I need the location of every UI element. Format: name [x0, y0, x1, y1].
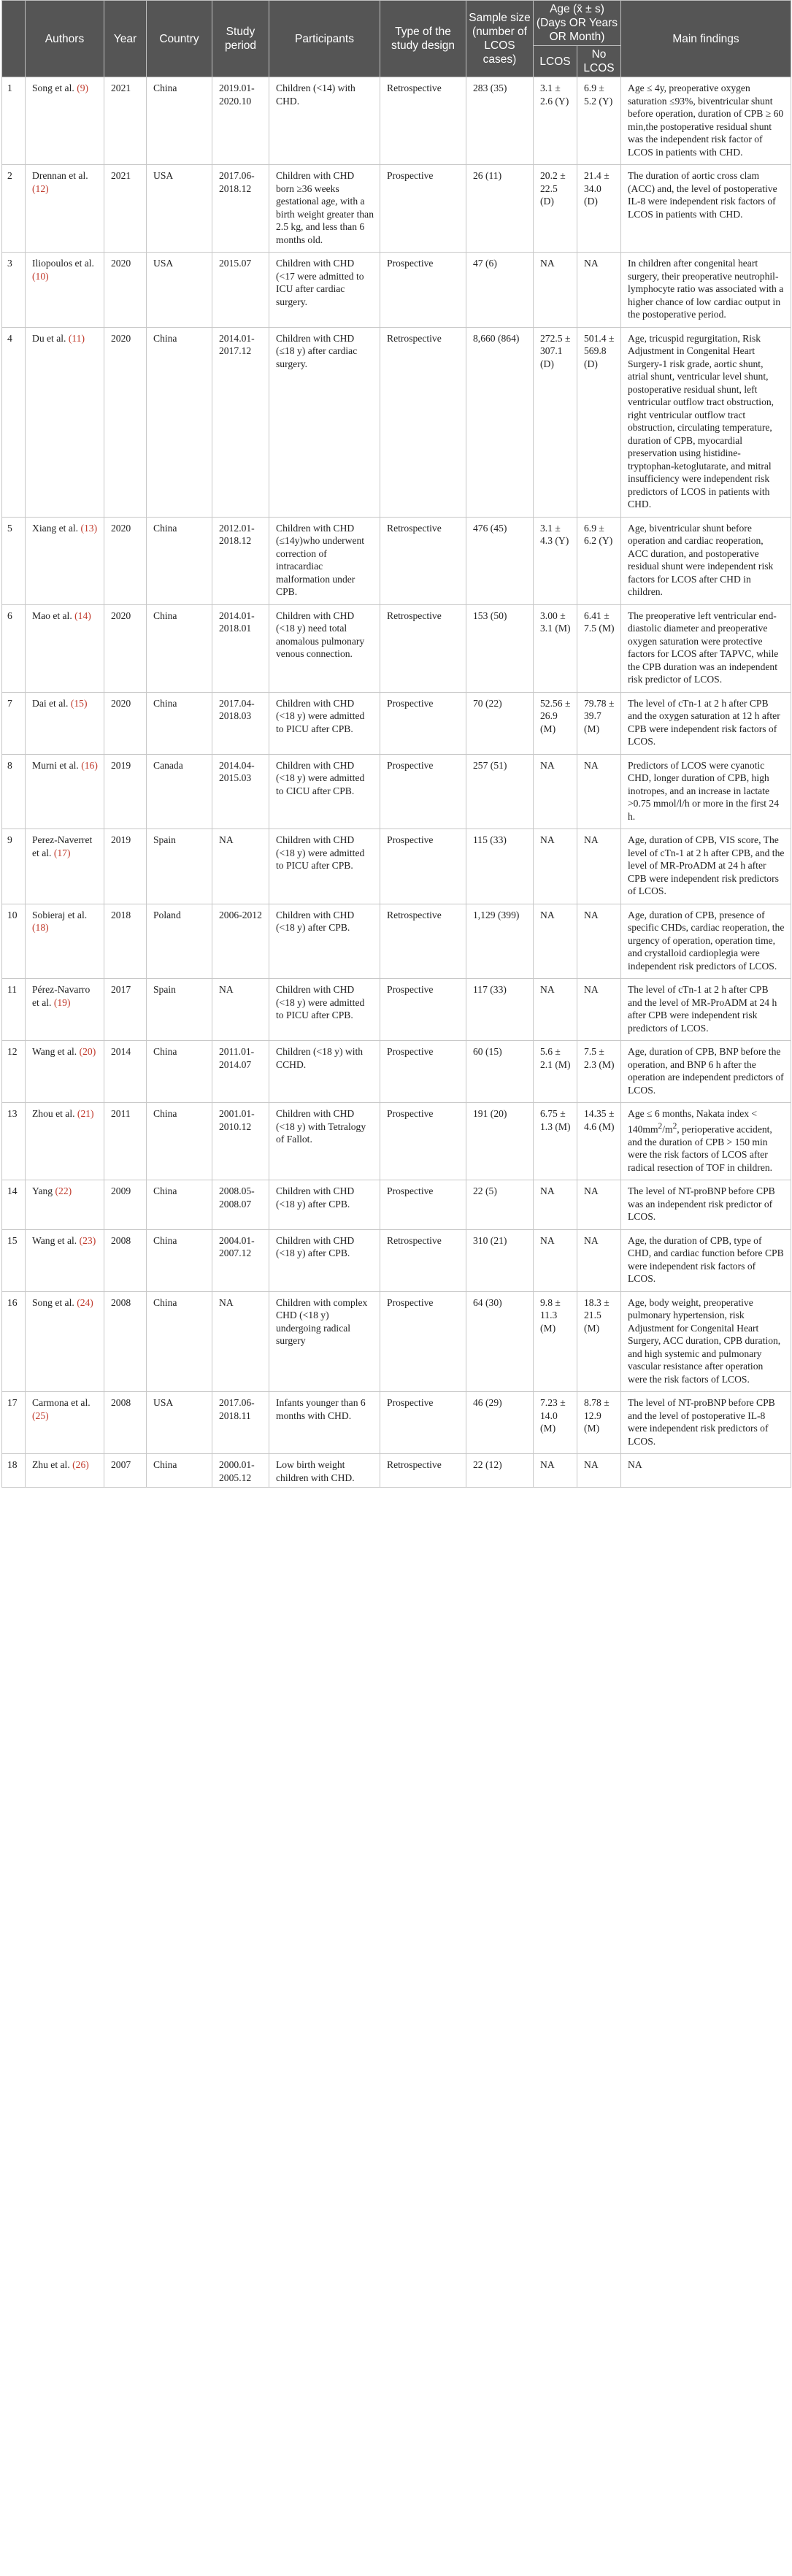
participants-cell: Children with complex CHD (<18 y) undergoing radical surgery	[269, 1291, 380, 1392]
row-number-cell: 5	[2, 517, 26, 604]
age-lcos-cell: 7.23 ± 14.0 (M)	[534, 1392, 577, 1454]
reference-link[interactable]: (9)	[77, 82, 89, 93]
table-row	[2, 754, 791, 829]
design-cell: Prospective	[380, 1041, 466, 1103]
row-number-cell: 10	[2, 904, 26, 979]
author-cell	[26, 1291, 104, 1392]
row-number-cell: 18	[2, 1454, 26, 1488]
age-lcos-cell: 3.00 ± 3.1 (M)	[534, 604, 577, 692]
findings-text-part: /m	[662, 1123, 673, 1135]
age-lcos-cell: 6.75 ± 1.3 (M)	[534, 1103, 577, 1180]
table-row	[2, 692, 791, 754]
design-cell: Prospective	[380, 754, 466, 829]
participants-cell: Children with CHD (<18 y) with Tetralogy of Fallot.	[269, 1103, 380, 1180]
country-cell: China	[147, 1291, 212, 1392]
findings-cell: The level of NT-proBNP before CPB was an independent risk predictor of LCOS.	[621, 1180, 791, 1230]
author-cell	[26, 979, 104, 1041]
row-number-cell: 17	[2, 1392, 26, 1454]
age-lcos-cell: NA	[534, 829, 577, 904]
author-name: Wang et al.	[32, 1046, 77, 1057]
study-period-cell: NA	[212, 1291, 269, 1392]
author-name: Perez-Naverret et al.	[32, 834, 93, 858]
design-cell: Retrospective	[380, 77, 466, 165]
author-cell	[26, 604, 104, 692]
findings-cell: Age, duration of CPB, BNP before the operation, and BNP 6 h after the operation are independent predictors of LCOS.	[621, 1041, 791, 1103]
reference-link[interactable]: (14)	[74, 610, 91, 621]
reference-link[interactable]: (26)	[72, 1459, 89, 1471]
header-main-findings: Main findings	[621, 1, 791, 77]
country-cell: USA	[147, 253, 212, 328]
study-period-cell: 2017.04-2018.03	[212, 692, 269, 754]
header-number	[2, 1, 26, 77]
age-lcos-cell: NA	[534, 1229, 577, 1291]
reference-link[interactable]: (10)	[32, 270, 49, 282]
table-row	[2, 327, 791, 517]
participants-cell: Children with CHD (<18 y) after CPB.	[269, 1180, 380, 1230]
author-cell	[26, 1454, 104, 1488]
participants-cell: Infants younger than 6 months with CHD.	[269, 1392, 380, 1454]
participants-cell: Children with CHD (<18 y) were admitted to PICU after CPB.	[269, 692, 380, 754]
author-name: Sobieraj et al.	[32, 909, 88, 920]
findings-cell: NA	[621, 1454, 791, 1488]
author-name: Pérez-Navarro et al.	[32, 984, 91, 1008]
row-number-cell: 8	[2, 754, 26, 829]
country-cell: Poland	[147, 904, 212, 979]
age-no-lcos-cell: NA	[577, 754, 621, 829]
design-cell: Prospective	[380, 829, 466, 904]
year-cell: 2007	[104, 1454, 147, 1488]
sample-size-cell: 60 (15)	[466, 1041, 534, 1103]
table-row	[2, 517, 791, 604]
participants-cell: Children with CHD (≤14y)who underwent correction of intracardiac malformation under CPB.	[269, 517, 380, 604]
year-cell: 2019	[104, 829, 147, 904]
table-header	[2, 1, 791, 77]
row-number-cell: 1	[2, 77, 26, 165]
table-body	[2, 77, 791, 1488]
row-number-cell: 12	[2, 1041, 26, 1103]
studies-table	[1, 0, 791, 1488]
study-period-cell: 2017.06-2018.12	[212, 165, 269, 253]
participants-cell: Children with CHD born ≥36 weeks gestational age, with a birth weight greater than 2.5 kg, and less than 6 months old.	[269, 165, 380, 253]
sample-size-cell: 70 (22)	[466, 692, 534, 754]
participants-cell: Children with CHD (<18 y) were admitted to CICU after CPB.	[269, 754, 380, 829]
row-number-cell: 13	[2, 1103, 26, 1180]
study-period-cell: 2000.01-2005.12	[212, 1454, 269, 1488]
reference-link[interactable]: (12)	[32, 182, 49, 194]
study-period-cell: 2011.01-2014.07	[212, 1041, 269, 1103]
findings-cell: The level of cTn-1 at 2 h after CPB and the level of MR-ProADM at 24 h after CPB were independent risk predictors of LCOS.	[621, 979, 791, 1041]
header-age: Age (x̄ ± s) (Days OR Years OR Month)	[534, 1, 621, 46]
participants-cell: Children with CHD (≤18 y) after cardiac surgery.	[269, 327, 380, 517]
study-period-cell: NA	[212, 979, 269, 1041]
findings-cell: The duration of aortic cross clam (ACC) and, the level of postoperative IL-8 were independent risk factors of LCOS in patients with CHD.	[621, 165, 791, 253]
row-number-cell: 14	[2, 1180, 26, 1230]
year-cell: 2017	[104, 979, 147, 1041]
participants-cell: Children with CHD (<18 y) were admitted to PICU after CPB.	[269, 829, 380, 904]
reference-link[interactable]: (17)	[53, 847, 71, 858]
row-number-cell: 6	[2, 604, 26, 692]
country-cell: China	[147, 77, 212, 165]
row-number-cell: 16	[2, 1291, 26, 1392]
study-period-cell: NA	[212, 829, 269, 904]
year-cell: 2020	[104, 692, 147, 754]
reference-link[interactable]: (20)	[79, 1046, 96, 1057]
findings-cell: The preoperative left ventricular end-diastolic diameter and preoperative oxygen saturation were protective factors for LCOS after TAPVC, while the CPB duration was an independent risk predictor of LCOS.	[621, 604, 791, 692]
table-row	[2, 979, 791, 1041]
design-cell: Prospective	[380, 1392, 466, 1454]
age-no-lcos-cell: 6.9 ± 6.2 (Y)	[577, 517, 621, 604]
author-cell	[26, 165, 104, 253]
age-no-lcos-cell: NA	[577, 829, 621, 904]
findings-cell: Age, body weight, preoperative pulmonary hypertension, risk Adjustment for Congenital Heart Surgery, ACC duration, CPB duration, and high systemic and pulmonary vascular resistance after operation were the risk factors of LCOS.	[621, 1291, 791, 1392]
age-lcos-cell: 5.6 ± 2.1 (M)	[534, 1041, 577, 1103]
author-name: Carmona et al.	[32, 1397, 91, 1409]
age-no-lcos-cell: NA	[577, 253, 621, 328]
age-lcos-cell: 52.56 ± 26.9 (M)	[534, 692, 577, 754]
design-cell: Prospective	[380, 979, 466, 1041]
participants-cell: Children with CHD (<17 were admitted to ICU after cardiac surgery.	[269, 253, 380, 328]
reference-link[interactable]: (11)	[68, 332, 85, 344]
sample-size-cell: 115 (33)	[466, 829, 534, 904]
reference-link[interactable]: (19)	[53, 996, 71, 1008]
findings-cell: Age, tricuspid regurgitation, Risk Adjustment in Congenital Heart Surgery-1 risk grade, aortic shunt, atrial shunt, ventricular level shunt, postoperative residual shunt, left ventricular outflow tract obstruction, right ventricular outflow tract obstruction, circulating temperature, duration of CPB, myocardial preservation using histidine-tryptophan-ketoglutarate, and mitral insufficiency were independent risk predictors of LCOS in patients with CHD.	[621, 327, 791, 517]
author-cell	[26, 1392, 104, 1454]
author-name: Iliopoulos et al.	[32, 258, 94, 269]
header-country: Country	[147, 1, 212, 77]
study-period-cell: 2014.01-2017.12	[212, 327, 269, 517]
findings-cell: Age, duration of CPB, VIS score, The level of cTn-1 at 2 h after CPB, and the level of MR-ProADM at 24 h after CPB were independent risk predictors of LCOS.	[621, 829, 791, 904]
author-cell	[26, 253, 104, 328]
age-lcos-cell: NA	[534, 904, 577, 979]
study-period-cell: 2017.06-2018.11	[212, 1392, 269, 1454]
country-cell: Canada	[147, 754, 212, 829]
reference-link[interactable]: (21)	[77, 1108, 94, 1119]
age-lcos-cell: NA	[534, 979, 577, 1041]
findings-cell: The level of NT-proBNP before CPB and the level of postoperative IL-8 were independent risk predictors of LCOS.	[621, 1392, 791, 1454]
country-cell: China	[147, 1229, 212, 1291]
header-study-period: Study period	[212, 1, 269, 77]
author-cell	[26, 754, 104, 829]
design-cell: Retrospective	[380, 517, 466, 604]
header-age-lcos: LCOS	[534, 46, 577, 77]
findings-cell: In children after congenital heart surgery, their preoperative neutrophil-lymphocyte ratio was associated with a higher chance of low cardiac output in the postoperative period.	[621, 253, 791, 328]
age-no-lcos-cell: NA	[577, 1180, 621, 1230]
header-design: Type of the study design	[380, 1, 466, 77]
findings-text-part: 2	[672, 1121, 677, 1131]
age-no-lcos-cell: 21.4 ± 34.0 (D)	[577, 165, 621, 253]
participants-cell: Children (<14) with CHD.	[269, 77, 380, 165]
table-row	[2, 1392, 791, 1454]
age-lcos-cell: NA	[534, 754, 577, 829]
table-row	[2, 829, 791, 904]
row-number-cell: 15	[2, 1229, 26, 1291]
author-name: Drennan et al.	[32, 170, 88, 181]
reference-link[interactable]: (22)	[55, 1185, 72, 1197]
year-cell: 2008	[104, 1291, 147, 1392]
design-cell: Retrospective	[380, 327, 466, 517]
sample-size-cell: 191 (20)	[466, 1103, 534, 1180]
author-cell	[26, 904, 104, 979]
age-no-lcos-cell: 79.78 ± 39.7 (M)	[577, 692, 621, 754]
year-cell: 2020	[104, 604, 147, 692]
study-period-cell: 2006-2012	[212, 904, 269, 979]
findings-cell: Age, duration of CPB, presence of specific CHDs, cardiac reoperation, the urgency of operation, operation time, and crystalloid cardioplegia were independent risk predictors of LCOS.	[621, 904, 791, 979]
reference-link[interactable]: (25)	[32, 1410, 49, 1421]
country-cell: China	[147, 327, 212, 517]
age-no-lcos-cell: NA	[577, 1229, 621, 1291]
author-cell	[26, 77, 104, 165]
findings-text-part: , perioperative accident, and the duration of CPB > 150 min were the risk factors of LCOS after radical resection of TOF in children.	[628, 1123, 773, 1173]
header-authors: Authors	[26, 1, 104, 77]
findings-cell	[621, 1103, 791, 1180]
age-lcos-cell: 272.5 ± 307.1 (D)	[534, 327, 577, 517]
year-cell: 2020	[104, 253, 147, 328]
sample-size-cell: 22 (5)	[466, 1180, 534, 1230]
design-cell: Prospective	[380, 165, 466, 253]
country-cell: USA	[147, 1392, 212, 1454]
country-cell: China	[147, 1103, 212, 1180]
author-cell	[26, 1103, 104, 1180]
reference-link[interactable]: (16)	[81, 759, 98, 771]
age-no-lcos-cell: NA	[577, 979, 621, 1041]
design-cell: Prospective	[380, 1103, 466, 1180]
author-cell	[26, 692, 104, 754]
reference-link[interactable]: (15)	[70, 697, 88, 709]
findings-text-part: Age ≤ 6 months, Nakata index < 140mm	[628, 1108, 758, 1135]
row-number-cell: 7	[2, 692, 26, 754]
country-cell: Spain	[147, 979, 212, 1041]
country-cell: China	[147, 1041, 212, 1103]
row-number-cell: 11	[2, 979, 26, 1041]
year-cell: 2021	[104, 77, 147, 165]
row-number-cell: 2	[2, 165, 26, 253]
sample-size-cell: 1,129 (399)	[466, 904, 534, 979]
table-row	[2, 904, 791, 979]
design-cell: Prospective	[380, 1291, 466, 1392]
row-number-cell: 3	[2, 253, 26, 328]
sample-size-cell: 46 (29)	[466, 1392, 534, 1454]
age-no-lcos-cell: NA	[577, 904, 621, 979]
sample-size-cell: 26 (11)	[466, 165, 534, 253]
year-cell: 2014	[104, 1041, 147, 1103]
sample-size-cell: 476 (45)	[466, 517, 534, 604]
participants-cell: Children (<18 y) with CCHD.	[269, 1041, 380, 1103]
author-name: Song et al.	[32, 82, 74, 93]
year-cell: 2019	[104, 754, 147, 829]
author-name: Wang et al.	[32, 1234, 77, 1246]
age-lcos-cell: NA	[534, 253, 577, 328]
table-row	[2, 165, 791, 253]
design-cell: Retrospective	[380, 1229, 466, 1291]
row-number-cell: 9	[2, 829, 26, 904]
author-name: Zhu et al.	[32, 1459, 70, 1471]
table-row	[2, 253, 791, 328]
age-no-lcos-cell: 501.4 ± 569.8 (D)	[577, 327, 621, 517]
design-cell: Retrospective	[380, 904, 466, 979]
author-cell	[26, 1229, 104, 1291]
country-cell: China	[147, 1180, 212, 1230]
participants-cell: Children with CHD (<18 y) need total anomalous pulmonary venous connection.	[269, 604, 380, 692]
study-period-cell: 2014.04-2015.03	[212, 754, 269, 829]
findings-cell: Age, biventricular shunt before operation and cardiac reoperation, ACC duration, and postoperative residual shunt were independent risk factors for LCOS after CHD in children.	[621, 517, 791, 604]
table-row	[2, 604, 791, 692]
country-cell: China	[147, 1454, 212, 1488]
age-no-lcos-cell: NA	[577, 1454, 621, 1488]
author-name: Mao et al.	[32, 610, 72, 621]
age-lcos-cell: 3.1 ± 2.6 (Y)	[534, 77, 577, 165]
row-number-cell: 4	[2, 327, 26, 517]
age-no-lcos-cell: 6.41 ± 7.5 (M)	[577, 604, 621, 692]
age-no-lcos-cell: 8.78 ± 12.9 (M)	[577, 1392, 621, 1454]
country-cell: USA	[147, 165, 212, 253]
year-cell: 2008	[104, 1229, 147, 1291]
age-lcos-cell: NA	[534, 1454, 577, 1488]
study-period-cell: 2019.01-2020.10	[212, 77, 269, 165]
table-row	[2, 1103, 791, 1180]
sample-size-cell: 64 (30)	[466, 1291, 534, 1392]
year-cell: 2021	[104, 165, 147, 253]
participants-cell: Children with CHD (<18 y) after CPB.	[269, 904, 380, 979]
study-period-cell: 2014.01-2018.01	[212, 604, 269, 692]
age-no-lcos-cell: 18.3 ± 21.5 (M)	[577, 1291, 621, 1392]
findings-cell: Age, the duration of CPB, type of CHD, and cardiac function before CPB were independent risk factors of LCOS.	[621, 1229, 791, 1291]
sample-size-cell: 153 (50)	[466, 604, 534, 692]
study-period-cell: 2015.07	[212, 253, 269, 328]
participants-cell: Children with CHD (<18 y) were admitted to PICU after CPB.	[269, 979, 380, 1041]
author-cell	[26, 327, 104, 517]
design-cell: Prospective	[380, 253, 466, 328]
country-cell: China	[147, 604, 212, 692]
author-name: Yang	[32, 1185, 53, 1197]
participants-cell: Low birth weight children with CHD.	[269, 1454, 380, 1488]
findings-cell: Predictors of LCOS were cyanotic CHD, longer duration of CPB, high inotropes, and an increase in lactate >0.75 mmol/l/h or more in the first 24 h.	[621, 754, 791, 829]
author-name: Du et al.	[32, 332, 66, 344]
year-cell: 2009	[104, 1180, 147, 1230]
findings-cell: Age ≤ 4y, preoperative oxygen saturation ≤93%, biventricular shunt before operation, duration of CPB ≥ 60 min,the postoperative residual shunt was the independent risk factor of LCOS in patients with CHD.	[621, 77, 791, 165]
age-no-lcos-cell: 7.5 ± 2.3 (M)	[577, 1041, 621, 1103]
year-cell: 2020	[104, 327, 147, 517]
sample-size-cell: 257 (51)	[466, 754, 534, 829]
table-container	[1, 0, 791, 1488]
age-no-lcos-cell: 14.35 ± 4.6 (M)	[577, 1103, 621, 1180]
year-cell: 2018	[104, 904, 147, 979]
design-cell: Prospective	[380, 692, 466, 754]
header-age-no-lcos: No LCOS	[577, 46, 621, 77]
header-sample-size: Sample size (number of LCOS cases)	[466, 1, 534, 77]
sample-size-cell: 47 (6)	[466, 253, 534, 328]
study-period-cell: 2004.01-2007.12	[212, 1229, 269, 1291]
header-participants: Participants	[269, 1, 380, 77]
author-name: Murni et al.	[32, 759, 79, 771]
age-no-lcos-cell: 6.9 ± 5.2 (Y)	[577, 77, 621, 165]
year-cell: 2011	[104, 1103, 147, 1180]
design-cell: Prospective	[380, 1180, 466, 1230]
age-lcos-cell: 9.8 ± 11.3 (M)	[534, 1291, 577, 1392]
country-cell: China	[147, 692, 212, 754]
reference-link[interactable]: (24)	[77, 1296, 93, 1308]
year-cell: 2008	[104, 1392, 147, 1454]
author-cell	[26, 1041, 104, 1103]
author-cell	[26, 829, 104, 904]
age-lcos-cell: 20.2 ± 22.5 (D)	[534, 165, 577, 253]
study-period-cell: 2008.05-2008.07	[212, 1180, 269, 1230]
reference-link[interactable]: (18)	[32, 922, 49, 933]
findings-text-part: 2	[658, 1121, 663, 1131]
table-row	[2, 1229, 791, 1291]
table-row	[2, 1180, 791, 1230]
author-cell	[26, 1180, 104, 1230]
participants-cell: Children with CHD (<18 y) after CPB.	[269, 1229, 380, 1291]
reference-link[interactable]: (23)	[79, 1234, 96, 1246]
table-row	[2, 77, 791, 165]
author-name: Song et al.	[32, 1296, 74, 1308]
table-row	[2, 1291, 791, 1392]
author-cell	[26, 517, 104, 604]
table-row	[2, 1454, 791, 1488]
author-name: Xiang et al.	[32, 522, 79, 534]
age-lcos-cell: NA	[534, 1180, 577, 1230]
sample-size-cell: 22 (12)	[466, 1454, 534, 1488]
sample-size-cell: 117 (33)	[466, 979, 534, 1041]
design-cell: Retrospective	[380, 1454, 466, 1488]
sample-size-cell: 283 (35)	[466, 77, 534, 165]
year-cell: 2020	[104, 517, 147, 604]
findings-cell: The level of cTn-1 at 2 h after CPB and the oxygen saturation at 12 h after CPB were independent risk factors of LCOS.	[621, 692, 791, 754]
sample-size-cell: 8,660 (864)	[466, 327, 534, 517]
study-period-cell: 2012.01-2018.12	[212, 517, 269, 604]
age-lcos-cell: 3.1 ± 4.3 (Y)	[534, 517, 577, 604]
reference-link[interactable]: (13)	[80, 522, 98, 534]
author-name: Zhou et al.	[32, 1108, 75, 1119]
design-cell: Retrospective	[380, 604, 466, 692]
country-cell: Spain	[147, 829, 212, 904]
header-year: Year	[104, 1, 147, 77]
author-name: Dai et al.	[32, 697, 69, 709]
sample-size-cell: 310 (21)	[466, 1229, 534, 1291]
country-cell: China	[147, 517, 212, 604]
table-row	[2, 1041, 791, 1103]
study-period-cell: 2001.01-2010.12	[212, 1103, 269, 1180]
